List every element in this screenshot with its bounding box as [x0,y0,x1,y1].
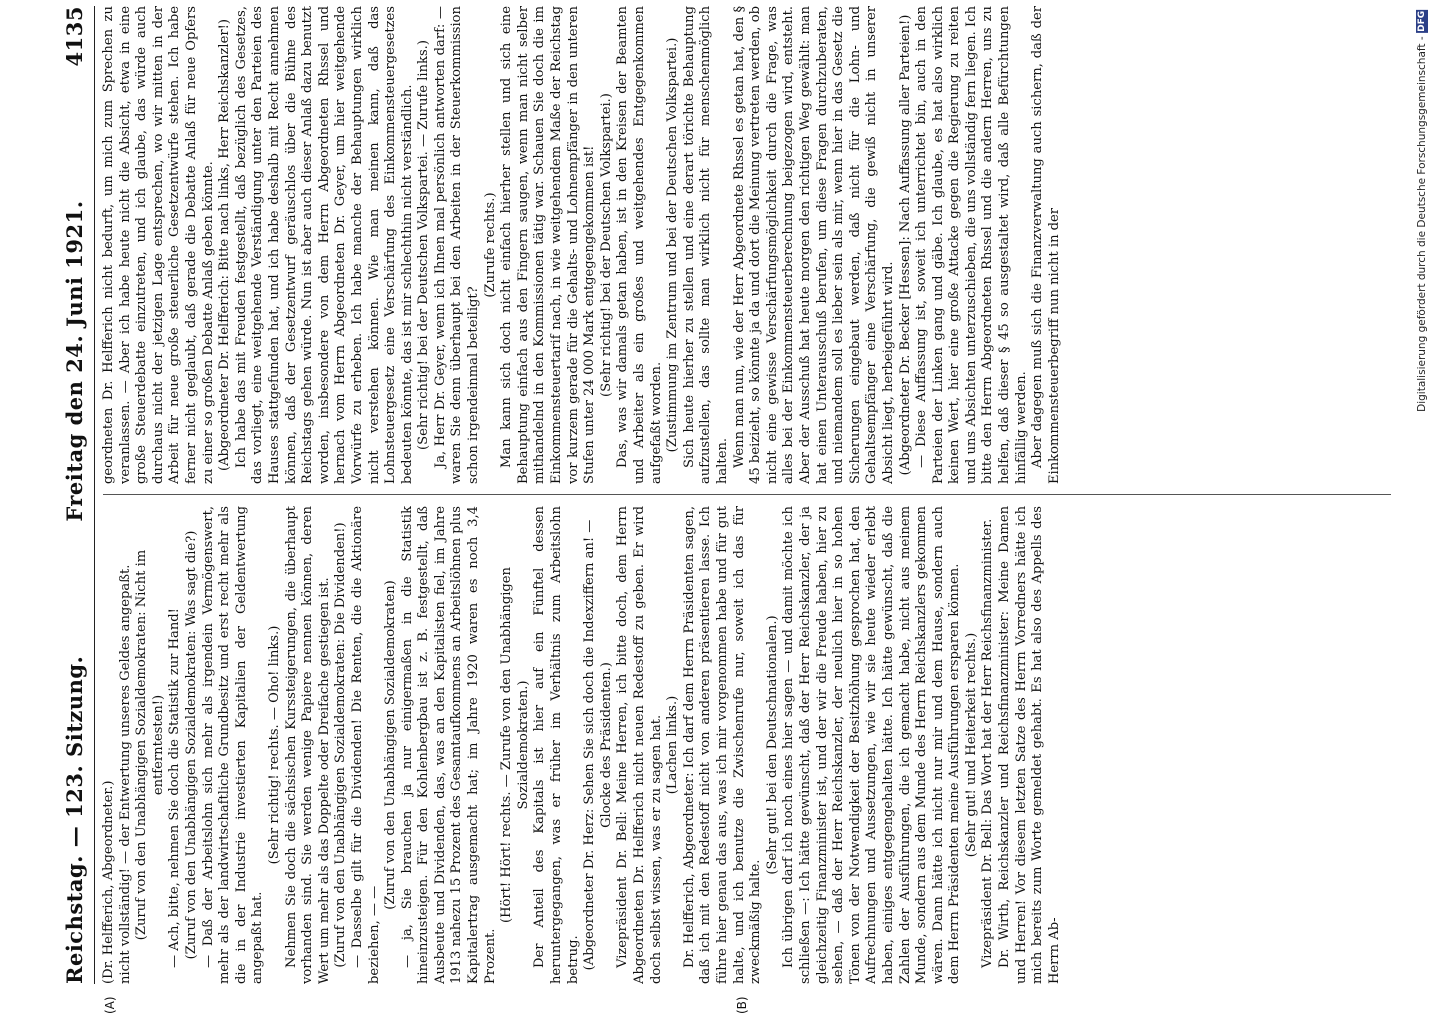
interjection: (Zuruf von den Unabhängigen Sozialdemokraten: Was sagt die?) [183,530,199,960]
dfg-credit [1416,10,1428,412]
paragraph: Der Anteil des Kapitals ist hier auf ein Fünftel dessen heruntergegangen, was er früher im Verhältnis zum Arbeitslohn betrug. [532,506,581,984]
paragraph: Dr. Wirth, Reichskanzler und Reichsfinanzminister: Meine Damen und Herren! Vor diesem letzten Satze des Herrn Vorredners hätte ich mich bereits zum Worte gemeldet gehabt. Es hat also des Appells des Herrn Ab- [997,506,1062,984]
paragraph: — Diese Auffassung ist, soweit ich unterrichtet bin, auch in den Parteien der Linken gang und gäbe. Ich glaube, es hat also wirklich keinen Wert, hier eine große Attacke gegen die Regierung zu reiten und uns Absichten unterzuschieben, die uns vollständig fern liegen. Ich bitte den Herrn Abgeordneten Rhssel und die andern Herren, uns zu helfen, daß dieser § 45 so ausgestaltet wird, daß alle Befürchtungen hinfällig werden. [914,6,1029,484]
paragraph: Ja, Herr Dr. Geyer, wenn ich Ihnen mal persönlich antworten darf: — waren Sie denn überhaupt bei den Arbeiten in der Steuerkommission schon irgendeinmal beteiligt? [432,6,482,484]
interjection: (Sehr richtig! rechts. — Oho! links.) [266,625,282,865]
paragraph: Ich übrigen darf ich noch eines hier sagen — und damit möchte ich schließen —: Ich hätte gewünscht, daß der Herr Reichskanzler, der ja gleichzeitig Finanzminister ist, und der wir die Freude haben, hier zu sehen, — daß der Herr Reichskanzler, der neulich hier in so hohen Tönen von der Notwendigkeit der Besitzhöhung gesprochen hat, den Aufrechnungen und Aussetzungen, wie wir sie heute wieder erlebt haben, einiges entgegengehalten hätte. Ich hätte gewünscht, daß die Zahlen der Ausführungen, die ich gemacht habe, nicht aus meinem Munde, sondern aus dem Munde des Herrn Reichskanzlers gekommen wären. Dann hätte ich nicht nur mir und dem Hause, sondern auch dem Herrn Präsidenten meine Ausführungen ersparen können. [781,506,963,984]
dfg-credit-text: Digitalisierung gefördert durch die Deutsche Forschungsgemeinschaft - [1416,36,1428,412]
paragraph: nicht vollständig! — der Entwertung unseres Geldes angepaßt. [117,564,133,984]
paragraph: Das, was wir damals getan haben, ist in den Kreisen der Beamten und Arbeiter als ein großes und weitgehendes Entgegenkommen aufgefaßt worden. [615,6,664,484]
paragraph: — ja, Sie brauchen ja nur einigermaßen in die Statistik hineinzusteigen. Für den Kohlenbergbau ist z. B. festgestellt, daß Ausbeute und Dividenden, das, was an den Kapitalisten fiel, im Jahre 1913 nahezu 15 Prozent des Gesamtaufkommens an Arbeitslöhnen plus Kapitalertrag ausgemacht hat; im Jahre 1920 waren es noch 3,4 Prozent. [399,506,498,984]
left-column [101,506,1391,984]
interjection: (Zuruf von den Unabhängigen Sozialdemokraten) [383,580,399,910]
paragraph: — Daß der Arbeitslohn sich mehr als irgendein Vermögenswert, mehr als der landwirtschaftliche Grundbesitz und erst recht mehr als die in der Industrie investierten Kapitalien der Geldentwertung angepaßt hat. [200,506,266,984]
interjection: (Zustimmung im Zentrum und bei der Deutschen Volkspartei.) [665,37,681,453]
margin-mark-a: (A) [103,996,117,1014]
rotated-document-page [54,0,1404,1014]
paragraph: — Ach, bitte, nehmen Sie doch die Statistik zur Hand! [167,608,183,968]
interjection: (Abgeordneter Dr. Becker [Hessen]: Nach Auffassung aller Parteien!) [897,14,913,476]
interjection: (Abgeordneter Dr. Herz: Sehen Sie sich doch die Indexziffern an! — Glocke des Präsidenten.) [582,519,614,971]
dfg-sidebar [1404,0,1434,1000]
paragraph: Sich heute hierher zu stellen und eine derart törichte Behauptung aufzustellen, das sollte man wirklich nicht für menschenmöglich halten. [681,6,730,484]
right-column [101,6,1391,484]
paragraph: Vizepräsident Dr. Bell: Das Wort hat der Herr Reichsfinanzminister. [980,518,996,968]
header-center: Freitag den 24. Juni 1921. [61,200,87,522]
paragraph: Nehmen Sie doch die sächsischen Kurssteigerungen, die überhaupt vorhanden sind. Sie werden wenige Papiere nennen können, deren Wert um mehr als das Doppelte oder Dreifache gestiegen ist. [283,506,332,984]
paragraph: Wenn man nun, wie der Herr Abgeordnete Rhssel es getan hat, den § 45 beizieht, so könnte ja da und dort die Meinung vertreten werden, ob nicht eine gewisse Verschärfungsmöglichkeit durch die Frage, was alles bei der Einkommensteuerberechnung beigezogen wird, entsteht. Aber der Ausschuß hat heute morgen den richtigen Weg gewählt: man hat einen Unterausschuß berufen, um diese Fragen durchzuberaten, und niemandem soll es lieber sein als mir, wenn hier in das Gesetz die Sicherungen eingebaut werden, daß nicht für die Lohn- und Gehaltsempfänger eine Verschärfung, die gewiß nicht in unserer Absicht liegt, herbeigeführt wird. [731,6,896,484]
interjection: (Abgeordneter Dr. Helfferich: Bitte nach links, Herr Reichskanzler!) [217,19,233,472]
interjection: (Sehr gut! und Heiterkeit rechts.) [963,632,979,858]
interjection: (Sehr gut! bei den Deutschnationalen.) [764,615,780,875]
interjection: (Zurufe rechts.) [482,192,498,298]
column-divider [103,494,1391,495]
interjection: (Sehr richtig! bei der Deutschen Volkspartei.) [598,93,614,397]
paragraph: (Dr. Helfferich, Abgeordneter.) [101,780,116,984]
page-header [54,6,95,984]
paragraph: Vizepräsident Dr. Bell: Meine Herren, ich bitte doch, dem Herrn Abgeordneten Dr. Helfferich nicht neuen Redestoff zu geben. Er wird doch selbst wissen, was er zu sagen hat. [615,506,664,984]
paragraph: Dr. Helfferich, Abgeordneter: Ich darf dem Herrn Präsidenten sagen, daß ich mit den Redestoff nicht von anderen präsentieren lasse. Ich führe hier genau das aus, was ich mir vorgenommen habe und für gut halte, und ich benutze die Zwischenrufe nur, soweit ich das für zweckmäßig halte. [681,506,764,984]
paragraph: Aber dagegen muß sich die Finanzverwaltung auch sichern, daß der Einkommensteuerbegriff nun nicht in der [1030,6,1062,484]
text-columns [95,6,1391,1014]
interjection: (Hört! Hört! rechts. — Zurufe von den Unabhängigen Sozialdemokraten.) [499,567,531,923]
dfg-logo: DFG [1417,11,1427,33]
interjection: (Zuruf von den Unabhängigen Sozialdemokraten: Nicht im entferntesten!) [134,549,166,941]
interjection: (Sehr richtig! bei der Deutschen Volkspartei. — Zurufe links.) [416,40,432,450]
paragraph: geordneten Dr. Helfferich nicht bedurft, um mich zum Sprechen zu veranlassen. — Aber ich habe heute nicht die Absicht, etwa in eine große Steuerdebatte einzutreten, und ich glaube, das würde auch durchaus nicht der jetzigen Lage entsprechen, wo wir mitten in der Arbeit für neue große steuerliche Gesetzentwürfe stehen. Ich habe ferner nicht geglaubt, daß gerade die Debatte Anlaß für neue Opfers zu einer so großen Debatte Anlaß geben könnte. [101,6,216,484]
interjection: (Zuruf von den Unabhängigen Sozialdemokraten: Die Dividenden!) [333,522,349,968]
paragraph: — Dasselbe gilt für die Dividenden! Die Renten, die die Aktionäre beziehen, — — [349,506,382,984]
paragraph: Ich habe das mit Freuden festgestellt, daß bezüglich des Gesetzes, das vorliegt, eine weitgehende Verständigung unter den Parteien des Hauses stattgefunden hat, und ich habe deshalb mit Recht annehmen können, daß der Gesetzentwurf geräuschlos über die Bühne des Reichstags gehen würde. Nun ist aber auch dieser Anlaß dazu benutzt worden, insbesondere von dem Herrn Abgeordneten Rhssel und hernach vom Herrn Abgeordneten Dr. Geyer, um hier weitgehende Vorwürfe zu erheben. Ich habe manche der Behauptungen wirklich nicht verstehen können. Wie man meinen kann, daß das Lohnsteuergesetz eine Verschärfung des Einkommensteuergesetzes bedeuten könnte, das ist mir schlechthin nicht verständlich. [233,6,415,484]
margin-mark-b: (B) [735,996,749,1014]
paragraph: Man kann sich doch nicht einfach hierher stellen und sich eine Behauptung einfach aus den Fingern saugen, wenn man nicht selber mithandelnd in den Kommissionen tätig war. Schauen Sie doch die im Einkommensteuertarif nach, in wie weitgehendem Maße der Reichstag vor kurzem gerade für die Gehalts- und Lohnempfänger in den unteren Stufen unter 24 000 Mark entgegengekommen ist! [499,6,598,484]
interjection: (Lachen links.) [665,695,681,795]
header-left: Reichstag. — 123. Sitzung. [61,655,87,984]
page-number: 4135 [61,6,87,67]
